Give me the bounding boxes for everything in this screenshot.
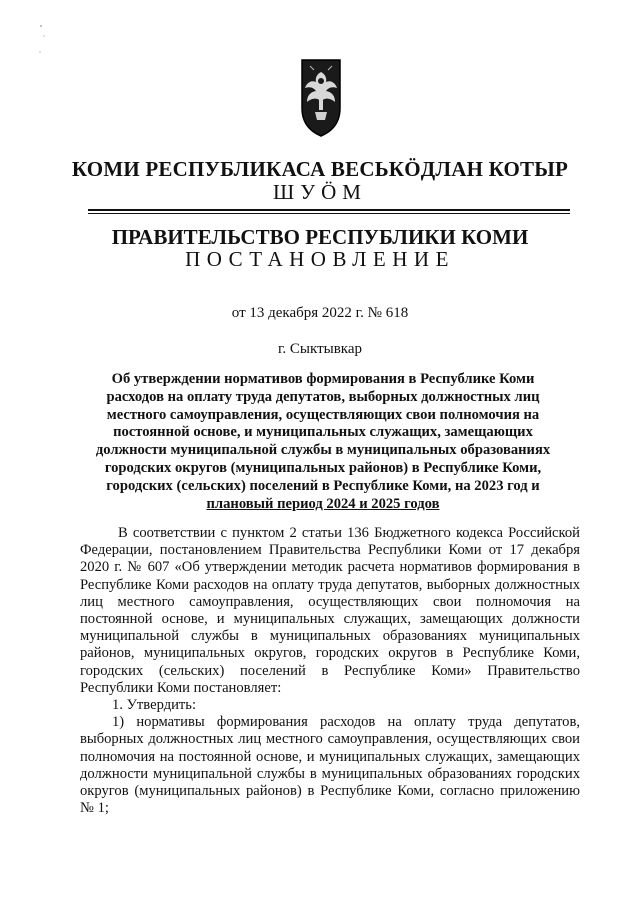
subject-line: постоянной основе, и муниципальных служащих, замещающих xyxy=(113,424,533,441)
subject-line: Об утверждении нормативов формирования в Республике Коми xyxy=(111,371,535,387)
header-divider-thin xyxy=(88,213,570,214)
subject-line: должности муниципальной службы в муниципальных образованиях xyxy=(95,442,551,459)
item-1: 1. Утвердить: xyxy=(112,697,197,714)
item-1-1: 1) нормативы формирования расходов на оплату труда депутатов, выборных должностных лиц местного самоуправления, осуществляющих свои полномочия на постоянной основе, и муниципальных служащих, замещающих должности муниципальной службы в муниципальных образованиях городских округов (муниципальных районов) в Республике Коми, согласно приложению № 1; xyxy=(80,714,580,817)
decree-date-number: от 13 декабря 2022 г. № 618 xyxy=(231,305,409,321)
subject-line: местного самоуправления, осуществляющих свои полномочия на xyxy=(106,406,540,423)
preamble-paragraph: В соответствии с пунктом 2 статьи 136 Бюджетного кодекса Российской Федерации, постановлением Правительства Республики Коми от 17 декабря 2020 г. № 607 «Об утверждении методик расчета нормативов формирования в Республике Коми расходов на оплату труда депутатов, выборных должностных лиц местного самоуправления, осуществляющих свои полномочия на постоянной основе, и муниципальных служащих, замещающих должности муниципальной службы в муниципальных образованиях муниципальных районов, муниципальных округов, городских округов в Республике Коми, городских (сельских) поселений в Республике Коми» Правительство Республики Коми постановляет: xyxy=(80,525,580,696)
decree-city: г. Сыктывкар xyxy=(277,341,363,357)
header-divider-thick xyxy=(88,209,570,211)
decree-title: ПОСТАНОВЛЕНИЕ xyxy=(185,247,455,271)
komi-government-title: КОМИ РЕСПУБЛИКАСА ВЕСЬКӦДЛАН КОТЫР xyxy=(71,157,569,181)
komi-coat-of-arms-icon xyxy=(300,58,342,138)
government-title: ПРАВИТЕЛЬСТВО РЕСПУБЛИКИ КОМИ xyxy=(111,225,529,249)
decree-body xyxy=(80,525,580,817)
scan-specks xyxy=(38,22,48,62)
subject-line: расходов на оплату труда депутатов, выборных должностных лиц xyxy=(106,388,540,405)
komi-decree-title: ШУӦМ xyxy=(273,180,367,204)
subject-line-underlined: плановый период 2024 и 2025 годов xyxy=(206,495,440,512)
subject-line: городских округов (муниципальных районов) в Республике Коми, xyxy=(104,459,542,476)
decree-subject xyxy=(80,371,566,513)
subject-line: городских (сельских) поселений в Республике Коми, на 2023 год и xyxy=(106,477,540,494)
